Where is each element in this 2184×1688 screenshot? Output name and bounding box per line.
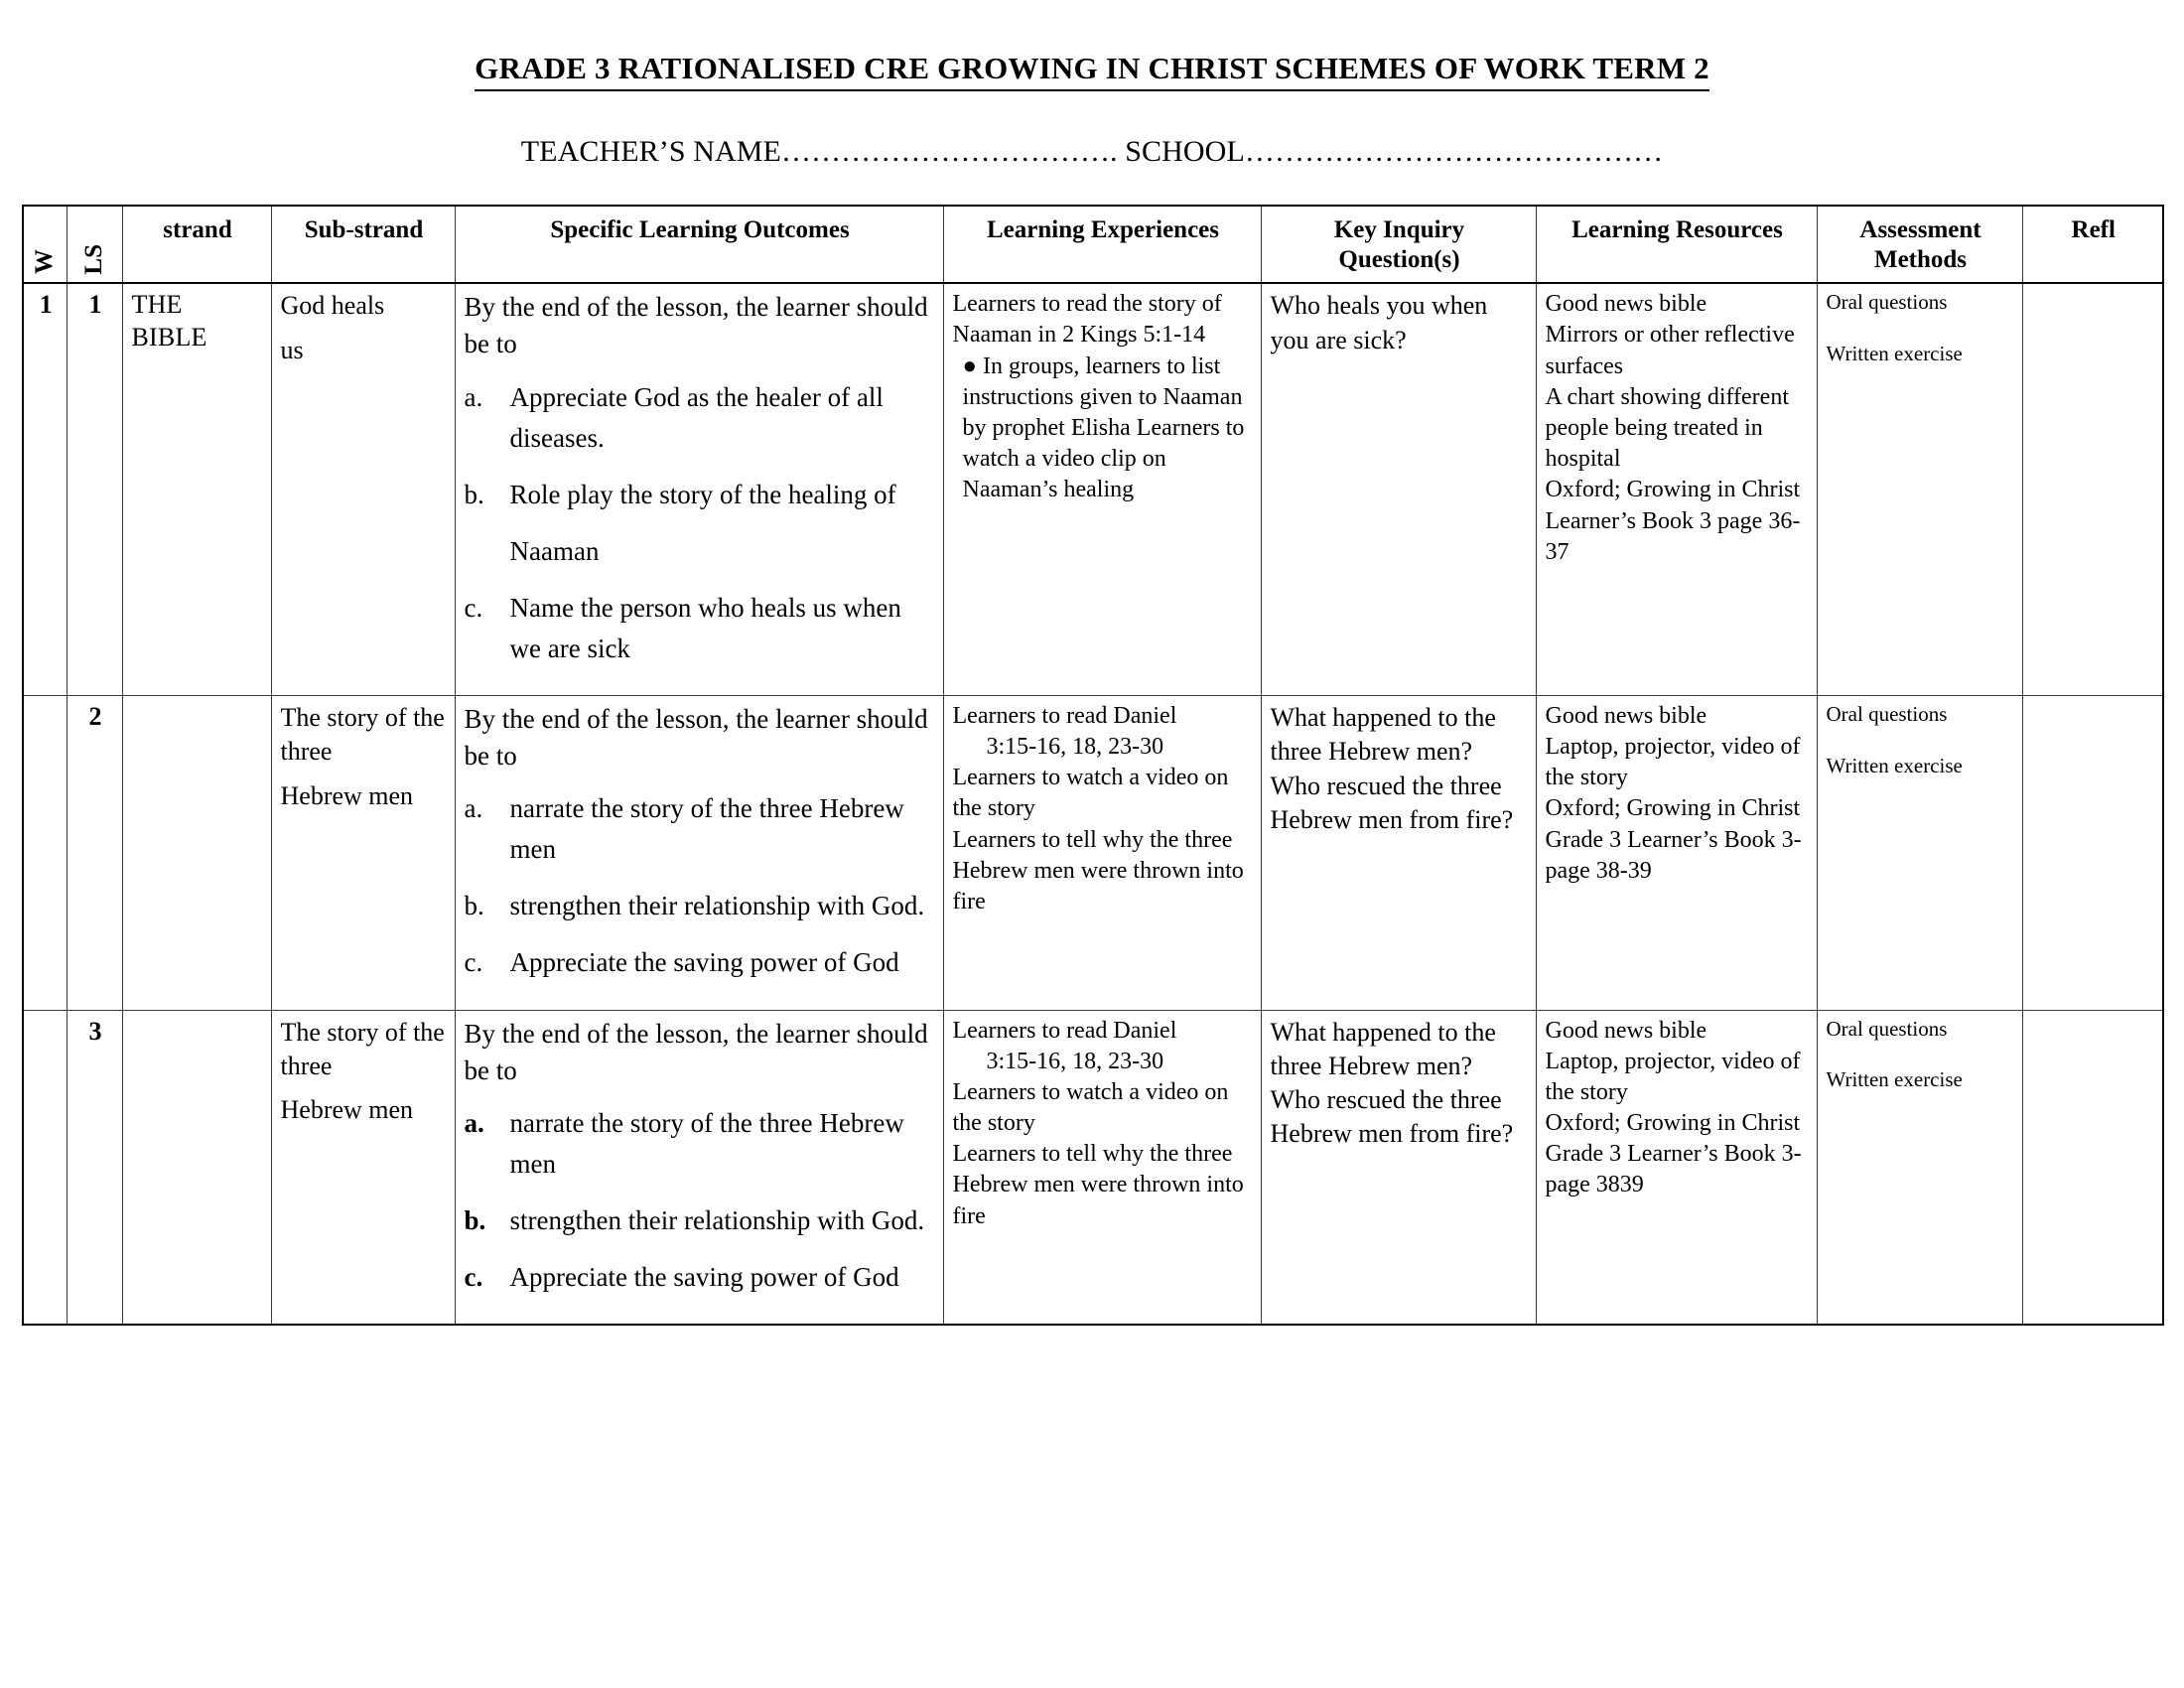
list-marker: a. — [464, 1108, 484, 1138]
page-title-text: GRADE 3 RATIONALISED CRE GROWING IN CHRIST SCHEMES OF WORK TERM 2 — [475, 50, 1709, 91]
schemes-of-work-table-wrapper — [0, 205, 2184, 1326]
key-inquiry-line-2: Question(s) — [1338, 245, 1460, 273]
spacer — [1827, 1043, 2015, 1066]
learning-experience-bullet: ● In groups, learners to list instructions given to Naaman by prophet Elisha Learners to watch a video clip on Naaman’s healing — [962, 352, 1245, 503]
learning-resource-line: A chart showing different people being treated in hospital — [1545, 383, 1789, 473]
cell-lesson: 3 — [67, 1010, 122, 1325]
learning-outcome-item — [465, 886, 936, 926]
cell-reflection — [2022, 283, 2163, 695]
list-marker: c. — [464, 947, 483, 978]
cell-assessment-methods — [1817, 1010, 2022, 1325]
column-header-week: W — [23, 206, 67, 283]
list-item-text: Role play the story of the healing of — [509, 479, 896, 509]
cell-specific-learning-outcomes — [455, 1010, 943, 1325]
learning-outcome-item — [465, 1200, 936, 1241]
spacer — [281, 770, 448, 779]
cell-learning-resources — [1536, 283, 1817, 695]
key-inquiry-line-1: Key Inquiry — [1333, 216, 1465, 244]
list-marker: b. — [464, 891, 484, 921]
column-header-specific-learning-outcomes: Specific Learning Outcomes — [455, 206, 943, 283]
list-item-text: narrate the story of the three Hebrew men — [509, 1108, 904, 1180]
learning-experience-line: Learners to tell why the three Hebrew men were thrown into fire — [952, 1141, 1244, 1229]
list-item-text: Name the person who heals us when we are sick — [509, 592, 901, 663]
learning-outcome-list — [465, 1103, 936, 1298]
learning-experience-line: Learners to read Daniel — [952, 702, 1177, 729]
list-item-text: Appreciate the saving power of God — [509, 947, 899, 978]
learning-resource-line: Oxford; Growing in Christ Learner’s Book 3 page 36-37 — [1545, 477, 1801, 565]
list-marker: c. — [464, 592, 483, 623]
column-header-lesson: LS — [67, 206, 122, 283]
assessment-method-line: Written exercise — [1826, 1067, 1963, 1092]
cell-specific-learning-outcomes — [455, 283, 943, 695]
learning-resource-line: Mirrors or other reflective surfaces — [1545, 322, 1795, 379]
learning-outcome-item — [465, 475, 936, 515]
column-header-learning-experiences: Learning Experiences — [943, 206, 1261, 283]
teacher-school-line: TEACHER’S NAME……………………………. SCHOOL…………………………………… — [520, 135, 1664, 169]
cell-learning-resources — [1536, 695, 1817, 1010]
cell-learning-experiences — [943, 283, 1261, 695]
learning-experience-line: Learners to read Daniel — [952, 1017, 1177, 1044]
learning-experience-line: 3:15-16, 18, 23-30 — [986, 734, 1164, 761]
learning-outcome-item — [465, 788, 936, 870]
learning-resource-line: Good news bible — [1545, 702, 1707, 729]
learning-resource-line: Oxford; Growing in Christ Grade 3 Learner’s Book 3- page 38-39 — [1545, 795, 1802, 884]
learning-resource-line: Good news bible — [1545, 291, 1707, 318]
assessment-method-line: Written exercise — [1826, 341, 1963, 365]
column-header-strand: strand — [122, 206, 271, 283]
list-marker: c. — [464, 1262, 483, 1293]
sub-strand-line: Hebrew men — [280, 780, 414, 810]
sub-strand-line: Hebrew men — [280, 1095, 414, 1125]
list-item-text: Appreciate God as the healer of all diseases. — [509, 381, 884, 453]
table-header — [23, 206, 2163, 283]
learning-outcome-list — [465, 788, 936, 983]
learning-experience-line: 3:15-16, 18, 23-30 — [986, 1048, 1164, 1074]
schemes-of-work-table — [22, 205, 2164, 1326]
cell-sub-strand — [271, 1010, 455, 1325]
table-row — [23, 283, 2163, 695]
assessment-method-line: Oral questions — [1826, 701, 1948, 726]
table-row — [23, 1010, 2163, 1325]
learning-outcome-list — [465, 377, 936, 669]
spacer — [281, 1083, 448, 1093]
column-header-reflection: Refl — [2022, 206, 2163, 283]
list-marker: a. — [464, 793, 483, 824]
sub-strand-line: The story of the three — [280, 1017, 445, 1080]
learning-outcome-intro: By the end of the lesson, the learner should be to — [464, 1018, 928, 1085]
cell-specific-learning-outcomes — [455, 695, 943, 1010]
cell-week: 1 — [23, 283, 67, 695]
column-header-learning-resources: Learning Resources — [1536, 206, 1817, 283]
cell-reflection — [2022, 1010, 2163, 1325]
list-item-text: narrate the story of the three Hebrew men — [509, 793, 904, 865]
learning-experience-line: Learners to tell why the three Hebrew men were thrown into fire — [952, 826, 1244, 914]
assessment-method-line: Written exercise — [1826, 753, 1963, 777]
cell-sub-strand — [271, 695, 455, 1010]
list-item-text: Naaman — [509, 535, 600, 566]
cell-key-inquiry-question: What happened to the three Hebrew men? Who rescued the three Hebrew men from fire? — [1261, 695, 1536, 1010]
list-item-text: strengthen their relationship with God. — [509, 891, 925, 921]
cell-reflection — [2022, 695, 2163, 1010]
spacer — [281, 324, 448, 334]
cell-learning-resources — [1536, 1010, 1817, 1325]
learning-outcome-item — [465, 1103, 936, 1185]
table-row — [23, 695, 2163, 1010]
table-body — [23, 283, 2163, 1325]
cell-strand — [122, 695, 271, 1010]
learning-experience-line: Learners to watch a video on the story — [952, 1078, 1229, 1137]
cell-week — [23, 695, 67, 1010]
list-marker: b. — [464, 479, 484, 509]
cell-sub-strand — [271, 283, 455, 695]
learning-experience-line: Learners to watch a video on the story — [952, 765, 1229, 822]
sub-strand-line: God heals — [280, 291, 385, 321]
spacer — [1827, 729, 2015, 753]
list-item-text: strengthen their relationship with God. — [509, 1205, 925, 1236]
learning-outcome-intro: By the end of the lesson, the learner should be to — [464, 292, 928, 359]
learning-outcome-item — [465, 531, 936, 572]
list-marker: a. — [464, 381, 483, 412]
cell-lesson: 2 — [67, 695, 122, 1010]
cell-key-inquiry-question: What happened to the three Hebrew men? Who rescued the three Hebrew men from fire? — [1261, 1010, 1536, 1325]
table-header-row — [23, 206, 2163, 283]
learning-outcome-item — [465, 1257, 936, 1298]
cell-strand — [122, 1010, 271, 1325]
learning-outcome-item — [465, 942, 936, 983]
learning-experience-line: Learners to read the story of Naaman in 2 Kings 5:1-14 — [952, 291, 1222, 349]
cell-strand: THE BIBLE — [122, 283, 271, 695]
learning-resource-line: Laptop, projector, video of the story — [1545, 734, 1801, 791]
column-header-sub-strand: Sub-strand — [271, 206, 455, 283]
assessment-methods-line-1: Assessment — [1859, 216, 1981, 244]
cell-week — [23, 1010, 67, 1325]
learning-resource-line: Oxford; Growing in Christ Grade 3 Learner’s Book 3- page 3839 — [1545, 1110, 1802, 1198]
cell-lesson: 1 — [67, 283, 122, 695]
column-header-key-inquiry-questions — [1261, 206, 1536, 283]
learning-outcome-intro: By the end of the lesson, the learner should be to — [464, 703, 928, 772]
cell-learning-experiences — [943, 695, 1261, 1010]
assessment-method-line: Oral questions — [1826, 290, 1948, 315]
cell-assessment-methods — [1817, 695, 2022, 1010]
sub-strand-line: The story of the three — [280, 702, 445, 767]
assessment-methods-line-2: Methods — [1873, 245, 1968, 273]
learning-resource-line: Good news bible — [1545, 1017, 1707, 1044]
cell-assessment-methods — [1817, 283, 2022, 695]
list-item-text: Appreciate the saving power of God — [509, 1262, 899, 1293]
cell-learning-experiences — [943, 1010, 1261, 1325]
sub-strand-line: us — [280, 335, 304, 364]
learning-outcome-item — [465, 588, 936, 669]
learning-outcome-item — [465, 377, 936, 459]
cell-key-inquiry-question: Who heals you when you are sick? — [1261, 283, 1536, 695]
list-marker: b. — [464, 1205, 486, 1236]
column-header-assessment-methods — [1817, 206, 2022, 283]
assessment-method-line: Oral questions — [1826, 1016, 1948, 1041]
list-marker — [465, 531, 510, 572]
spacer — [1827, 317, 2015, 341]
page-title — [0, 0, 2184, 91]
learning-resource-line: Laptop, projector, video of the story — [1545, 1048, 1801, 1105]
